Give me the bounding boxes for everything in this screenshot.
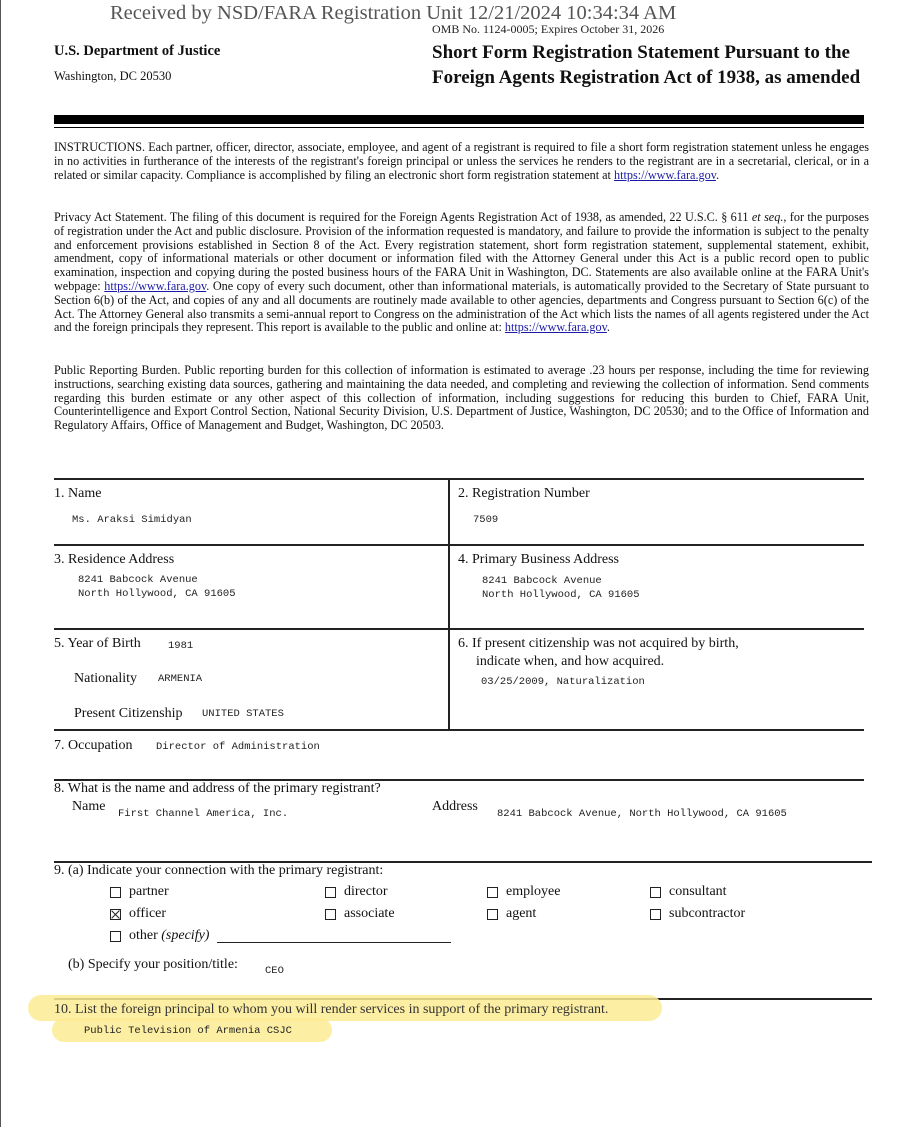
citizenship-acquired-label: 6. If present citizenship was not acquired by birth, [458,636,739,651]
nationality-value: ARMENIA [158,673,203,685]
fara-link[interactable]: https://www.fara.gov [504,320,607,335]
checkbox-director[interactable]: director [325,884,388,900]
registrant-address-value: 8241 Babcock Avenue, North Hollywood, CA 91605 [497,808,787,820]
checkbox-icon [110,931,121,942]
checked-box-icon [110,909,121,920]
checkbox-associate[interactable]: associate [325,906,395,922]
instructions-paragraph: INSTRUCTIONS. Each partner, officer, director, associate, employee, and agent of a registrant is required to file a short form registration statement unless he engages in no activities in furtherance of the interests of the registrant's foreign principal or unless the services he renders to the registrant are in a secretarial, clerical, or in a related or similar capacity. Compliance is accomplished by filing an electronic short form registration statement at https://www.fara.gov. [54,140,869,182]
form-divider [448,478,450,729]
checkbox-icon [487,887,498,898]
year-of-birth-value: 1981 [168,640,194,652]
year-of-birth-label: 5. Year of Birth [54,636,141,651]
form-rule [54,729,864,731]
form-title: Short Form Registration Statement Pursuant to the Foreign Agents Registration Act of 1938, as amended [432,42,861,88]
checkbox-icon [325,909,336,920]
privacy-paragraph: Privacy Act Statement. The filing of this document is required for the Foreign Agents Registration Act of 1938, as amended, 22 U.S.C. § 611 et seq., for the purposes of registration under the Act and public disclosure. Provision of the information requested is mandatory, and failure to provide the information is subject to the penalty and enforcement provisions established in Section 8 of the Act. Every registration statement, short form registration statement, supplemental statement, exhibit, amendment, copy of informational materials or other document or information filed with the Attorney General under this Act is a public record open to public examination, inspection and copying during the posted business hours of the FARA Unit in Washington, DC. Statements are also available online at the FARA Unit's webpage: https://www.fara.gov. One copy of every such document, other than informational materials, is automatically provided to the Secretary of State pursuant to Section 6(b) of the Act, and copies of any and all documents are routinely made available to other agencies, departments and Congress pursuant to Section 6(c) of the Act. The Attorney General also transmits a semi-annual report to Congress on the administration of the Act which lists the names of all agents registered under the Act and the foreign principals they represent. This report is available to the public and online at: https://www.fara.gov. [54,210,869,335]
citizenship-acquired-value: 03/25/2009, Naturalization [481,676,645,688]
checkbox-consultant[interactable]: consultant [650,884,727,900]
citizenship-acquired-label-2: indicate when, and how acquired. [476,654,665,669]
position-title-label: (b) Specify your position/title: [68,957,238,972]
foreign-principal-label: 10. List the foreign principal to whom you will render services in support of the primary registrant. [54,1002,609,1017]
occupation-value: Director of Administration [156,741,320,753]
registrant-address-label: Address [432,799,478,814]
agency-city: Washington, DC 20530 [54,69,172,83]
omb-number: OMB No. 1124-0005; Expires October 31, 2026 [432,22,665,36]
other-specify-line [217,942,451,943]
registrant-name-value: First Channel America, Inc. [118,808,289,820]
form-rule [54,544,864,546]
form-rule [54,628,864,630]
checkbox-employee[interactable]: employee [487,884,560,900]
foreign-principal-value: Public Television of Armenia CSJC [84,1025,292,1037]
received-stamp: Received by NSD/FARA Registration Unit 12/21/2024 10:34:34 AM [110,2,677,24]
burden-paragraph: Public Reporting Burden. Public reporting burden for this collection of information is estimated to average .23 hours per response, including the time for reviewing instructions, searching existing data sources, gathering and maintaining the data needed, and completing and reviewing the collection of information. Send comments regarding this burden estimate or any other aspect of this collection of information, including suggestions for reducing this burden to Chief, FARA Unit, Counterintelligence and Export Control Section, National Security Division, U.S. Department of Justice, Washington, DC 20530; and to the Office of Information and Regulatory Affairs, Office of Management and Budget, Washington, DC 20503. [54,363,869,433]
checkbox-icon [487,909,498,920]
agency-name: U.S. Department of Justice [54,43,221,59]
checkbox-icon [650,887,661,898]
business-address-line1: 8241 Babcock Avenue [482,575,602,587]
citizenship-value: UNITED STATES [202,708,284,720]
fara-link[interactable]: https://www.fara.gov [614,167,716,182]
nationality-label: Nationality [74,671,137,686]
checkbox-subcontractor[interactable]: subcontractor [650,906,745,922]
checkbox-other[interactable]: other (specify) [110,928,209,944]
header-rule-thin [54,127,864,128]
checkbox-officer[interactable]: officer [110,906,166,922]
checkbox-partner[interactable]: partner [110,884,169,900]
registration-number-value: 7509 [473,514,499,526]
connection-label: 9. (a) Indicate your connection with the primary registrant: [54,863,384,878]
registration-number-label: 2. Registration Number [458,486,590,501]
fara-link[interactable]: https://www.fara.gov [104,278,207,293]
header-rule [54,115,864,124]
checkbox-agent[interactable]: agent [487,906,536,922]
registrant-name-label: Name [72,799,106,814]
checkbox-icon [650,909,661,920]
residence-address-line2: North Hollywood, CA 91605 [78,588,236,600]
form-rule [54,478,864,480]
occupation-label: 7. Occupation [54,738,133,753]
citizenship-label: Present Citizenship [74,706,183,721]
page-edge [0,0,1,1127]
business-address-line2: North Hollywood, CA 91605 [482,589,640,601]
residence-address-label: 3. Residence Address [54,552,175,567]
position-title-value: CEO [265,965,284,977]
checkbox-icon [325,887,336,898]
name-label: 1. Name [54,486,102,501]
name-value: Ms. Araksi Simidyan [72,514,192,526]
checkbox-icon [110,887,121,898]
residence-address-line1: 8241 Babcock Avenue [78,574,198,586]
primary-registrant-label: 8. What is the name and address of the primary registrant? [54,781,381,796]
business-address-label: 4. Primary Business Address [458,552,619,567]
